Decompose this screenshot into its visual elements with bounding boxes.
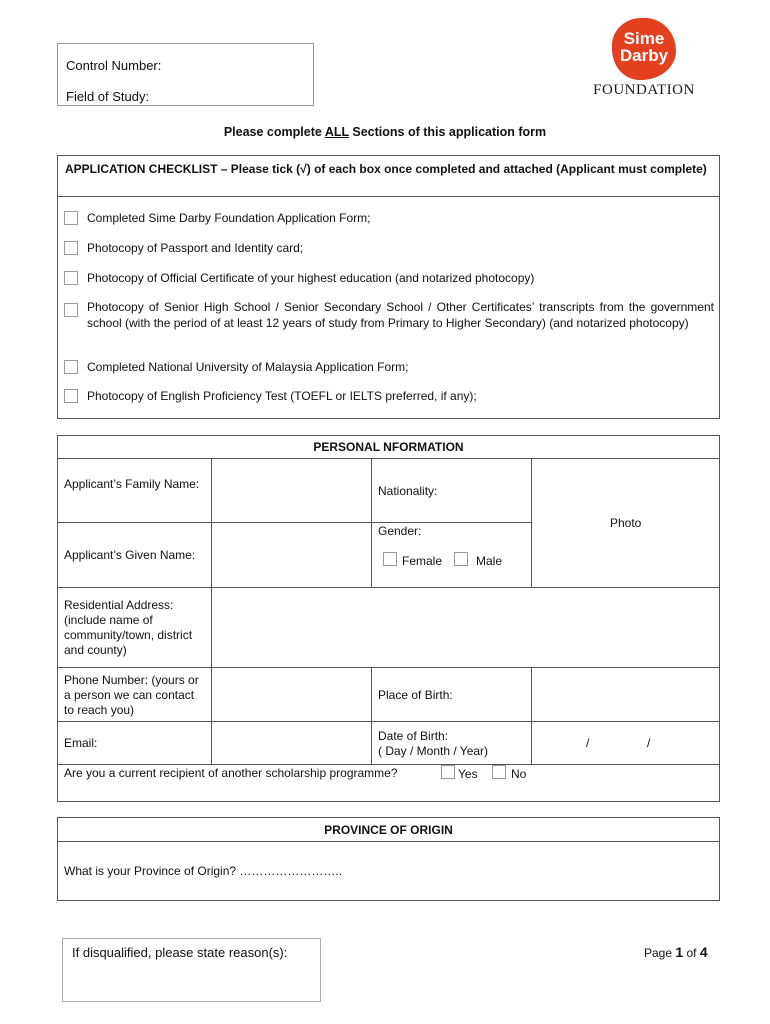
logo-badge-line1: Sime: [623, 29, 665, 48]
field-of-study-label: Field of Study:: [66, 89, 150, 104]
dob-label: Date of Birth:: [378, 729, 449, 743]
scholarship-no-label: No: [511, 767, 527, 781]
province-section-title: PROVINCE OF ORIGIN: [324, 823, 453, 837]
logo-badge: [612, 18, 676, 80]
heading-suffix: Sections of this application form: [348, 125, 547, 139]
checklist-item-label: Photocopy of Senior High School / Senior Secondary School / Other Certificates’ transcripts from the government school (with the period of at least 12 years of study from Primary to Higher Secondary) (and notarized photocopy): [87, 300, 714, 330]
phone-label: Phone Number: (yours or a person we can contact to reach you): [64, 673, 199, 717]
scholarship-yes-label: Yes: [458, 767, 478, 781]
nationality-label: Nationality:: [378, 484, 438, 498]
logo-badge-line2: Darby: [619, 46, 669, 65]
male-checkbox[interactable]: [454, 552, 468, 566]
checklist-item-label: Photocopy of English Proficiency Test (TOEFL or IELTS preferred, if any);: [87, 389, 477, 403]
table-divider: [58, 522, 531, 523]
table-divider: [531, 667, 532, 764]
checklist-checkbox[interactable]: [64, 389, 78, 403]
scholarship-no-checkbox[interactable]: [492, 765, 506, 779]
page-of: of: [683, 946, 700, 960]
table-divider: [58, 667, 719, 668]
heading-prefix: Please complete: [223, 125, 325, 139]
table-divider: [371, 458, 372, 587]
page-title: [0, 125, 770, 139]
table-divider: [58, 764, 719, 765]
table-divider: [58, 721, 719, 722]
photo-label: Photo: [610, 516, 642, 530]
page-prefix: Page: [644, 946, 676, 960]
logo-wordmark: FOUNDATION: [593, 82, 695, 98]
checklist-item-label: Photocopy of Official Certificate of your highest education (and notarized photocopy): [87, 271, 535, 285]
female-label: Female: [402, 554, 443, 568]
scholarship-question: Are you a current recipient of another scholarship programme?: [64, 766, 398, 780]
table-divider: [211, 458, 212, 764]
page-current: 1: [675, 944, 684, 960]
province-question: What is your Province of Origin? ……………………..: [64, 864, 343, 878]
place-of-birth-label: Place of Birth:: [378, 688, 453, 702]
sime-darby-foundation-logo: [584, 18, 704, 102]
table-divider: [371, 667, 372, 764]
male-label: Male: [476, 554, 503, 568]
disqualified-label: If disqualified, please state reason(s):: [72, 945, 288, 960]
checklist-checkbox[interactable]: [64, 271, 78, 285]
disqualified-box: [62, 938, 321, 1002]
given-name-label: Applicant’s Given Name:: [64, 548, 196, 562]
family-name-label: Applicant’s Family Name:: [64, 477, 200, 491]
checklist-checkbox[interactable]: [64, 360, 78, 374]
table-divider: [58, 587, 719, 588]
checklist-checkbox[interactable]: [64, 211, 78, 225]
application-checklist: [57, 155, 720, 419]
page-number: [644, 944, 708, 960]
female-checkbox[interactable]: [383, 552, 397, 566]
checklist-checkbox[interactable]: [64, 241, 78, 255]
personal-information-section: [57, 435, 720, 802]
table-divider: [58, 841, 719, 842]
table-divider: [58, 458, 719, 459]
province-of-origin-section: [57, 817, 720, 901]
dob-slash: /: [647, 736, 651, 750]
page-total: 4: [699, 944, 708, 960]
checklist-item-label: Completed Sime Darby Foundation Application Form;: [87, 211, 371, 225]
checklist-item-label: Completed National University of Malaysia Application Form;: [87, 360, 409, 374]
dob-slash: /: [586, 736, 590, 750]
table-divider: [531, 458, 532, 587]
control-box: [57, 43, 314, 106]
email-label: Email:: [64, 736, 98, 750]
control-number-label: Control Number:: [66, 58, 162, 73]
checklist-item-label: Photocopy of Passport and Identity card;: [87, 241, 304, 255]
scholarship-yes-checkbox[interactable]: [441, 765, 455, 779]
checklist-header: APPLICATION CHECKLIST – Please tick (√) of each box once completed and attached (Applicant must complete): [58, 156, 719, 197]
address-label: Residential Address: (include name of community/town, district and county): [64, 598, 193, 657]
gender-label: Gender:: [378, 524, 422, 538]
personal-section-title: PERSONAL NFORMATION: [313, 440, 464, 454]
heading-emphasis: ALL: [324, 125, 349, 139]
dob-format: ( Day / Month / Year): [378, 744, 489, 758]
checklist-checkbox[interactable]: [64, 303, 78, 317]
